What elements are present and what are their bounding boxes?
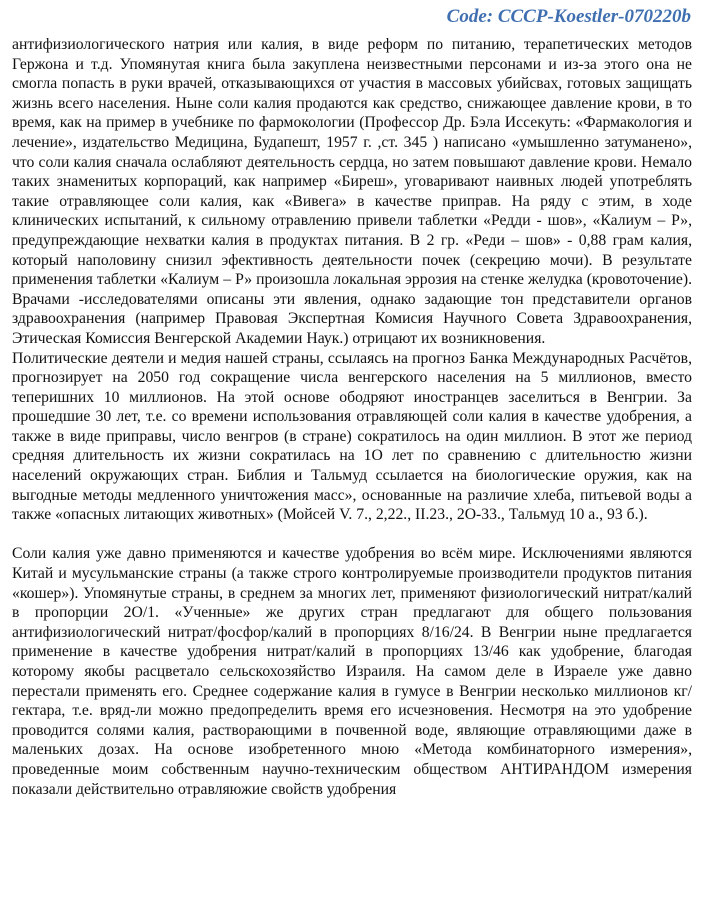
paragraph-potassium-salts-medicine: антифизиологического натрия или калия, в виде реформ по питанию, терапетических методов Гержона и т.д. Упомянутая книга была закуплена неизвестными персонами и из-за этого она не смогла попасть в руки врачей, отказывающихся от участия в массовых убийсвах, готовых защищать жизнь всего населения. Ныне соли калия продаются как средство, снижающее давление крови, в то время, как на пример в учебнике по фармокологии (Профессор Др. Бэла Иссекуть: «Фармакология и лечение», издательство Медицина, Будапешт, 1957 г. ,ст. 345 ) написано «умышленно затуманено», что соли калия сначала ослабляют деятельность сердца, но затем повышают давление крови. Немало таких знаменитых корпораций, как например «Биреш», уговаривают наивных людей употреблять такие отравляющее соли калия, как «Вивега» в качестве приправ. На ряду с этим, в ходе клинических испытаний, к сильному отравлению привели таблетки «Редди - шов», «Калиум – Р», предупреждающие нехватки калия в продуктах питания. В 2 гр. «Реди – шов» - 0,88 грам калия, который наполовину снизил эфективность деятельности почек (секрецию мочи). В результате применения таблетки «Калиум – Р» произошла локальная эррозия на стенке желудка (кровоточение). Врачами -исследователями описаны эти явления, однако задающие тон представители органов здравоохранения (например Правовая Экспертная Комисия Научного Совета Здравоохранения, Этическая Комиссия Венгерской Академии Наук.) отрицают их возникновения. — [12, 36, 692, 347]
paragraph-population-decline: Политические деятели и медия нашей страны, ссылаясь на прогноз Банка Международных Расчётов, прогнозирует на 2050 год сокращение числа венгерского населения на 5 миллионов, вместо теперишних 10 миллионов. На этой основе ободряют иностранцев заселиться в Венгрии. За прошедшие 30 лет, т.е. со времени использования отравляющей соли калия в качестве удобрения, а также в виде приправы, число венгров (в стране) сократилось на один миллион. В этот же период средняя длительность их жизни сократилась на 1О лет по сравнению с длительностю жизни населений окружающих стран. Библия и Тальмуд ссылается на биологические оружия, как на выгодные методы медленного уничтожения масс», основанные на различие хлеба, питьевой воды а также «опасных литающих животных» (Мойсей V. 7., 2,22., II.23., 2О-33., Тальмуд 10 а., 93 б.). — [12, 349, 692, 524]
document-body — [12, 35, 692, 798]
document-code-header: Code: CCCP-Koestler-070220b — [446, 6, 691, 27]
paragraph-fertilizer-usage: Соли калия уже давно применяются и качестве удобрения во всём мире. Исключениями являются Китай и мусульманские страны (а также строго контролируемые производители продуктов питания «кошер»). Упомянутые страны, в среднем за многих лет, применяют физиологический нитрат/калий в пропорции 2О/1. «Ученные» же других стран предлагают для общего пользования антифизиологический нитрат/фосфор/калий в пропорциях 8/16/24. В Венгрии ныне предлагается применение в качестве удобрения нитрат/калий в пропорциях 13/46 как удобрение, благодая которому якобы расцветало сельскохозяйство Израиля. На самом деле в Израеле уже давно перестали применять его. Среднее содержание калия в гумусе в Венгрии несколько миллионов кг/гектара, т.е. вряд-ли можно предопределить время его исчезновения. Несмотря на это удобрение проводится солями калия, растворающими в почвенной воде, являющие отравляющими даже в маленьких дозах. На основе изобретенного мною «Метода комбинаторного измерения», проведенные моим собственным научно-техническим обществом АНТИРАНДОМ измерения показали действительно отравляюжие свойств удобрения — [12, 545, 692, 798]
